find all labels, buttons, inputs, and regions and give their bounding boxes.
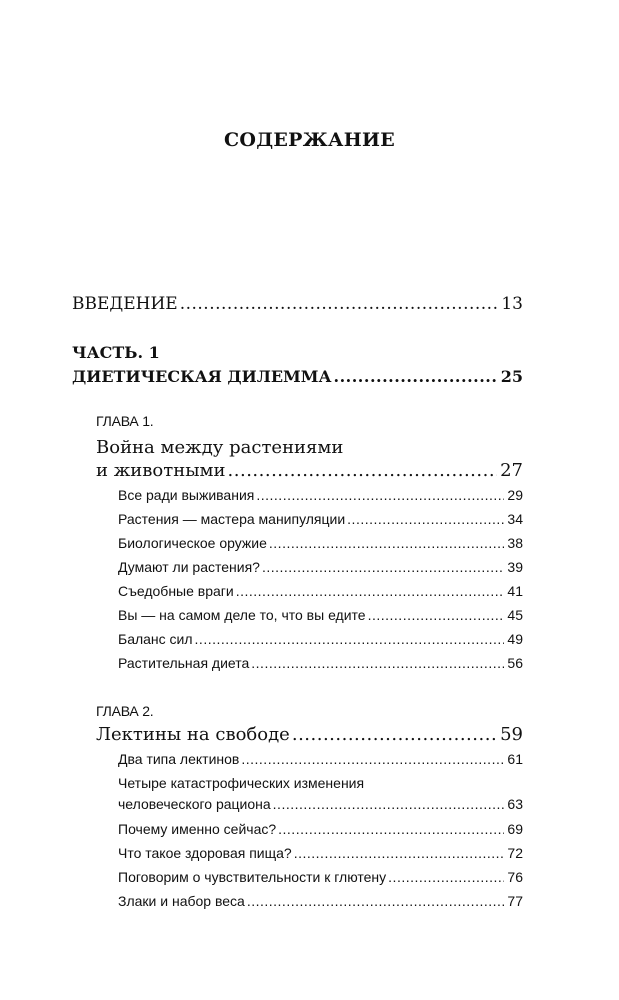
toc-entry-introduction[interactable] <box>72 294 523 314</box>
toc-entry-part-1[interactable] <box>72 367 523 386</box>
toc-entry-label: Вы — на самом деле то, что вы едите <box>118 607 366 623</box>
toc-entry-label: Баланс сил <box>118 631 193 647</box>
toc-entry[interactable] <box>118 893 523 909</box>
toc-entry-label: человеческого рациона <box>118 796 271 812</box>
dot-leader <box>256 487 504 503</box>
dot-leader <box>273 796 505 812</box>
toc-page-number: 49 <box>507 631 523 647</box>
toc-entry[interactable] <box>118 869 523 885</box>
toc-entry[interactable] <box>118 751 523 767</box>
toc-entry-chapter-1[interactable] <box>96 460 523 481</box>
dot-leader <box>388 869 504 885</box>
toc-entry[interactable] <box>118 487 523 503</box>
dot-leader <box>251 655 504 671</box>
toc-entry-label-line1[interactable]: Четыре катастрофических изменения <box>118 775 365 791</box>
part-title: ДИЕТИЧЕСКАЯ ДИЛЕММА <box>72 367 332 386</box>
dot-leader <box>269 535 505 551</box>
chapter-label: ГЛАВА 2. <box>96 703 154 719</box>
toc-entry[interactable] <box>118 559 523 575</box>
toc-entry[interactable] <box>118 511 523 527</box>
toc-page-number: 27 <box>500 460 523 481</box>
toc-entry[interactable] <box>118 535 523 551</box>
toc-page-number: 13 <box>501 294 523 314</box>
toc-entry-label: Что такое здоровая пища? <box>118 845 292 861</box>
dot-leader <box>368 607 505 623</box>
toc-page-number: 34 <box>507 511 523 527</box>
dot-leader <box>334 367 498 386</box>
toc-page-number: 39 <box>507 559 523 575</box>
toc-entry[interactable] <box>118 631 523 647</box>
toc-page-number: 77 <box>507 893 523 909</box>
chapter-title-line2: и животными <box>96 460 226 481</box>
dot-leader <box>241 751 504 767</box>
toc-entry-label: Биологическое оружие <box>118 535 267 551</box>
toc-entry-label: Два типа лектинов <box>118 751 240 767</box>
dot-leader <box>236 583 505 599</box>
toc-entry[interactable] <box>118 845 523 861</box>
toc-page-number: 41 <box>507 583 523 599</box>
toc-entry-label: Растения — мастера манипуляции <box>118 511 346 527</box>
toc-page-number: 29 <box>507 487 523 503</box>
dot-leader <box>195 631 505 647</box>
toc-entry[interactable] <box>118 583 523 599</box>
toc-entry-label: Растительная диета <box>118 655 250 671</box>
dot-leader <box>247 893 505 909</box>
toc-entry[interactable] <box>118 607 523 623</box>
toc-page-number: 25 <box>500 367 523 386</box>
toc-entry-label: Злаки и набор веса <box>118 893 245 909</box>
toc-entry[interactable] <box>118 821 523 837</box>
toc-page-number: 56 <box>507 655 523 671</box>
toc-page-number: 72 <box>507 845 523 861</box>
dot-leader <box>180 294 499 314</box>
toc-entry-label: ВВЕДЕНИЕ <box>72 294 178 314</box>
dot-leader <box>228 460 498 481</box>
dot-leader <box>292 724 497 745</box>
toc-entry-label: Все ради выживания <box>118 487 255 503</box>
toc-page-number: 69 <box>507 821 523 837</box>
toc-page-number: 38 <box>507 535 523 551</box>
toc-entry-label: Поговорим о чувствительности к глютену <box>118 869 387 885</box>
toc-entry[interactable] <box>118 796 523 812</box>
page-title: СОДЕРЖАНИЕ <box>223 129 396 151</box>
toc-entry-label: Почему именно сейчас? <box>118 821 277 837</box>
toc-entry[interactable] <box>118 655 523 671</box>
toc-page-number: 63 <box>507 796 523 812</box>
chapter-title: Лектины на свободе <box>96 724 290 745</box>
toc-entry-chapter-2[interactable] <box>96 724 523 745</box>
part-number: ЧАСТЬ. 1 <box>72 343 160 362</box>
toc-page-number: 45 <box>507 607 523 623</box>
dot-leader <box>262 559 504 575</box>
toc-page-number: 61 <box>507 751 523 767</box>
dot-leader <box>294 845 505 861</box>
chapter-title-line1: Война между растениями <box>96 437 344 458</box>
chapter-label: ГЛАВА 1. <box>96 413 154 429</box>
toc-entry-label: Думают ли растения? <box>118 559 260 575</box>
dot-leader <box>347 511 504 527</box>
toc-page-number: 76 <box>507 869 523 885</box>
toc-entry-label: Съедобные враги <box>118 583 234 599</box>
toc-page-number: 59 <box>500 724 523 745</box>
dot-leader <box>278 821 504 837</box>
